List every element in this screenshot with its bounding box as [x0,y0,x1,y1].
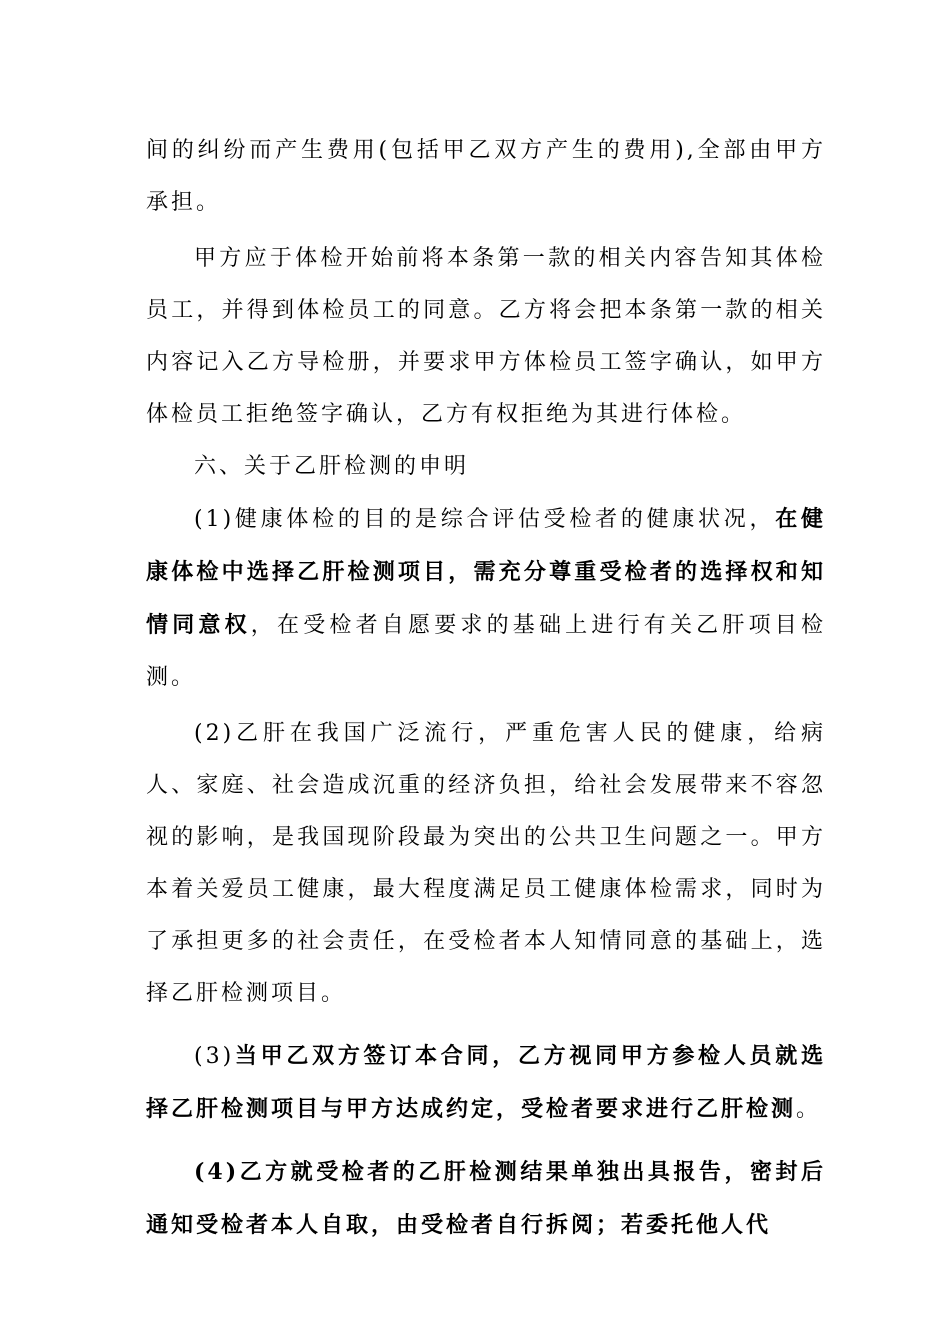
text-segment: (1)健康体检的目的是综合评估受检者的健康状况， [194,507,776,532]
paragraph-fee-clause [146,125,826,229]
section-heading-hepatitis-b [146,441,826,493]
text-segment: 间的纠纷而产生费用(包括甲乙双方产生的费用),全部由甲方承担。 [146,138,826,215]
paragraph-item-1 [146,493,826,704]
text-segment: 六、关于乙肝检测的申明 [194,454,470,479]
text-segment-bold: 当甲乙双方签订本合同，乙方视同甲方参检人员就选择乙肝检测项目与甲方达成约定，受检者要求进行乙肝检测 [146,1043,826,1122]
paragraph-item-4 [146,1146,826,1252]
paragraph-item-2 [146,708,826,1020]
text-segment-bold: (4)乙方就受检者的乙肝检测结果单独出具报告，密封后通知受检者本人自取，由受检者自行拆阅；若委托他人代 [146,1159,826,1238]
paragraph-notify-employees [146,233,826,441]
document-body [146,125,826,1252]
text-segment: 甲方应于体检开始前将本条第一款的相关内容告知其体检员工，并得到体检员工的同意。乙方将会把本条第一款的相关内容记入乙方导检册，并要求甲方体检员工签字确认，如甲方体检员工拒绝签字确认，乙方有权拒绝为其进行体检。 [146,246,826,427]
text-segment: (2)乙肝在我国广泛流行，严重危害人民的健康，给病人、家庭、社会造成沉重的经济负担，给社会发展带来不容忽视的影响，是我国现阶段最为突出的公共卫生问题之一。甲方本着关爱员工健康，最大程度满足员工健康体检需求，同时为了承担更多的社会责任，在受检者本人知情同意的基础上，选择乙肝检测项目。 [146,721,826,1006]
text-segment: 。 [796,1097,822,1122]
paragraph-item-3 [146,1030,826,1136]
text-segment-bold: 在健康体检中选择乙肝检测项目，需充分尊重受检者的选择权和知情同意权 [146,506,826,638]
text-segment: ，在受检者自愿要求的基础上进行有关乙肝项目检测。 [146,613,826,690]
text-segment: (3) [194,1044,235,1069]
